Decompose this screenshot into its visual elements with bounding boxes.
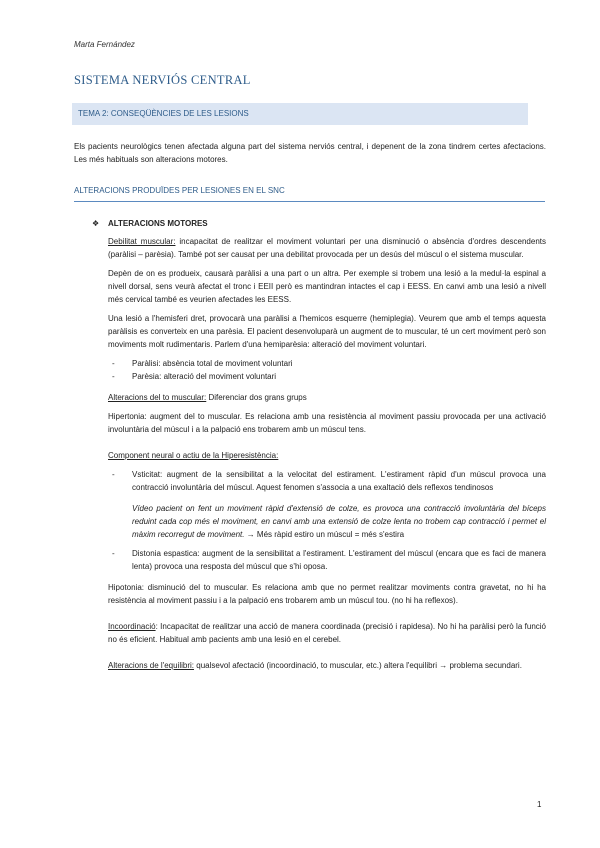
section-divider [74, 201, 545, 202]
list-component-2 [108, 547, 546, 573]
paragraph-debilitat [108, 235, 546, 261]
tema-banner [72, 103, 528, 125]
text-debilitat: incapacitat de realitzar el moviment voluntari per una disminució o absència d'ordres descendents (paràlisi – parèsia). També pot ser causat per una debilitat provocada per un desús del múscul o el sistema muscular. [108, 237, 547, 259]
paragraph-video: Vídeo pacient on fent un moviment ràpid d'extensió de colze, es provoca una contracció involuntària del bíceps reduint cada cop més el moviment, en canvi amb una extensió de colze lenta no trobem cap contracció i permet el màxim recorregut de moviment. → Més ràpid estiro un múscul = més s'estira [132, 504, 546, 539]
term-equilibri: Alteracions de l'equilibri: [108, 661, 195, 670]
paragraph-lesio: Una lesió a l'hemisferi dret, provocarà una paràlisi a l'hemicos esquerre (hemiplegia). Veurem que amb el temps aquesta paràlisis es converteix en una parèsia. El pacient desenvoluparà un augment de to muscular, té un cert moviment però son moviments molt rudimentaris. Parlem d'una hemiparèsia: alteració del moviment voluntari. [108, 314, 546, 349]
bullet-label: ALTERACIONS MOTORES [107, 219, 208, 228]
paragraph-incoordinacio: Incoordinació: Incapacitat de realitzar una acció de manera coordinada (precisió i rapidesa). No hi ha paràlisi però la funció no és eficient. Habitual amb pacients amb una lesió en el cerebel. [108, 622, 546, 644]
list-component [108, 468, 546, 494]
diamond-bullet-icon: ❖ [92, 219, 100, 228]
bullet-heading [92, 219, 208, 228]
term-alteracions-to: Alteracions del to muscular: [108, 393, 207, 402]
content-body [108, 235, 546, 678]
paragraph-hipotonia: Hipotonia: disminució del to muscular. Es relaciona amb que no permet realitzar moviments contra gravetat, no hi ha resistència al moviment passiu i a la palpació ens trobarem amb un múscul tou. (no hi ha reflexos). [108, 583, 546, 605]
list-item: - Vsticitat: augment de la sensibilitat a la velocitat del estirament. L'estirament ràpid d'un múscul provoca una contracció involuntària del múscul. Aquest fenomen s'associa a una exaltació dels reflexos tendinosos [112, 470, 546, 492]
term-incoordinacio: Incoordinació [108, 622, 156, 631]
paragraph-alteracions-to: Alteracions del to muscular: Diferenciar dos grans grups [108, 393, 307, 402]
paragraph-equilibri: Alteracions de l'equilibri: qualsevol afectació (incoordinació, to muscular, etc.) altera l'equilibri → problema secundari. [108, 661, 522, 670]
list-item: - Paràlisi: absència total de moviment voluntari [112, 359, 293, 368]
paragraph-depen: Depèn de on es produeix, causarà paràlisi a una part o un altra. Per exemple si trobem una lesió a la medul·la espinal a nivell dorsal, sens veurà afectat el tronc i EEII però es mantindran intactes el cap i EESS. En canvi amb una lesió a nivell més cervical també es veurien afectades les EESS. [108, 269, 546, 304]
video-italic: Vídeo pacient on fent un moviment ràpid d'extensió de colze, es provoca una contracció involuntària del bíceps reduint cada cop més el moviment, en canvi amb una extensió de colze lenta no trobem cap contracció i permet el màxim recorregut de moviment. [132, 504, 546, 539]
page-number: 1 [537, 800, 542, 809]
list-item: - Distonia espastica: augment de la sensibilitat a l'estirament. L'estirament del múscul (encara que es faci de manera lenta) provoca una resposta del múscul que s'hi oposa. [112, 549, 546, 571]
component-heading: Component neural o actiu de la Hiperesistència: [108, 451, 279, 460]
document-title: SISTEMA NERVIÓS CENTRAL [74, 73, 251, 87]
section-heading: ALTERACIONS PRODUÏDES PER LESIONES EN EL SNC [74, 186, 285, 195]
author-header: Marta Fernández [74, 40, 135, 49]
term-debilitat: Debilitat muscular: [108, 237, 176, 246]
paragraph-hipertonia: Hipertonia: augment del to muscular. Es relaciona amb una resistència al moviment passiu provocada per una activació involuntària del múscul i a la palpació ens trobarem amb un múscul tens. [108, 412, 546, 434]
list-item: - Parèsia: alteració del moviment voluntari [112, 372, 277, 381]
list-paralisi [108, 357, 546, 383]
intro-paragraph: Els pacients neurològics tenen afectada alguna part del sistema nerviós central, i depenent de la zona tindrem certes afectacions. Les més habituals son alteracions motores. [74, 142, 546, 164]
tema-title: TEMA 2: CONSEQÜÈNCIES DE LES LESIONS [78, 109, 249, 118]
